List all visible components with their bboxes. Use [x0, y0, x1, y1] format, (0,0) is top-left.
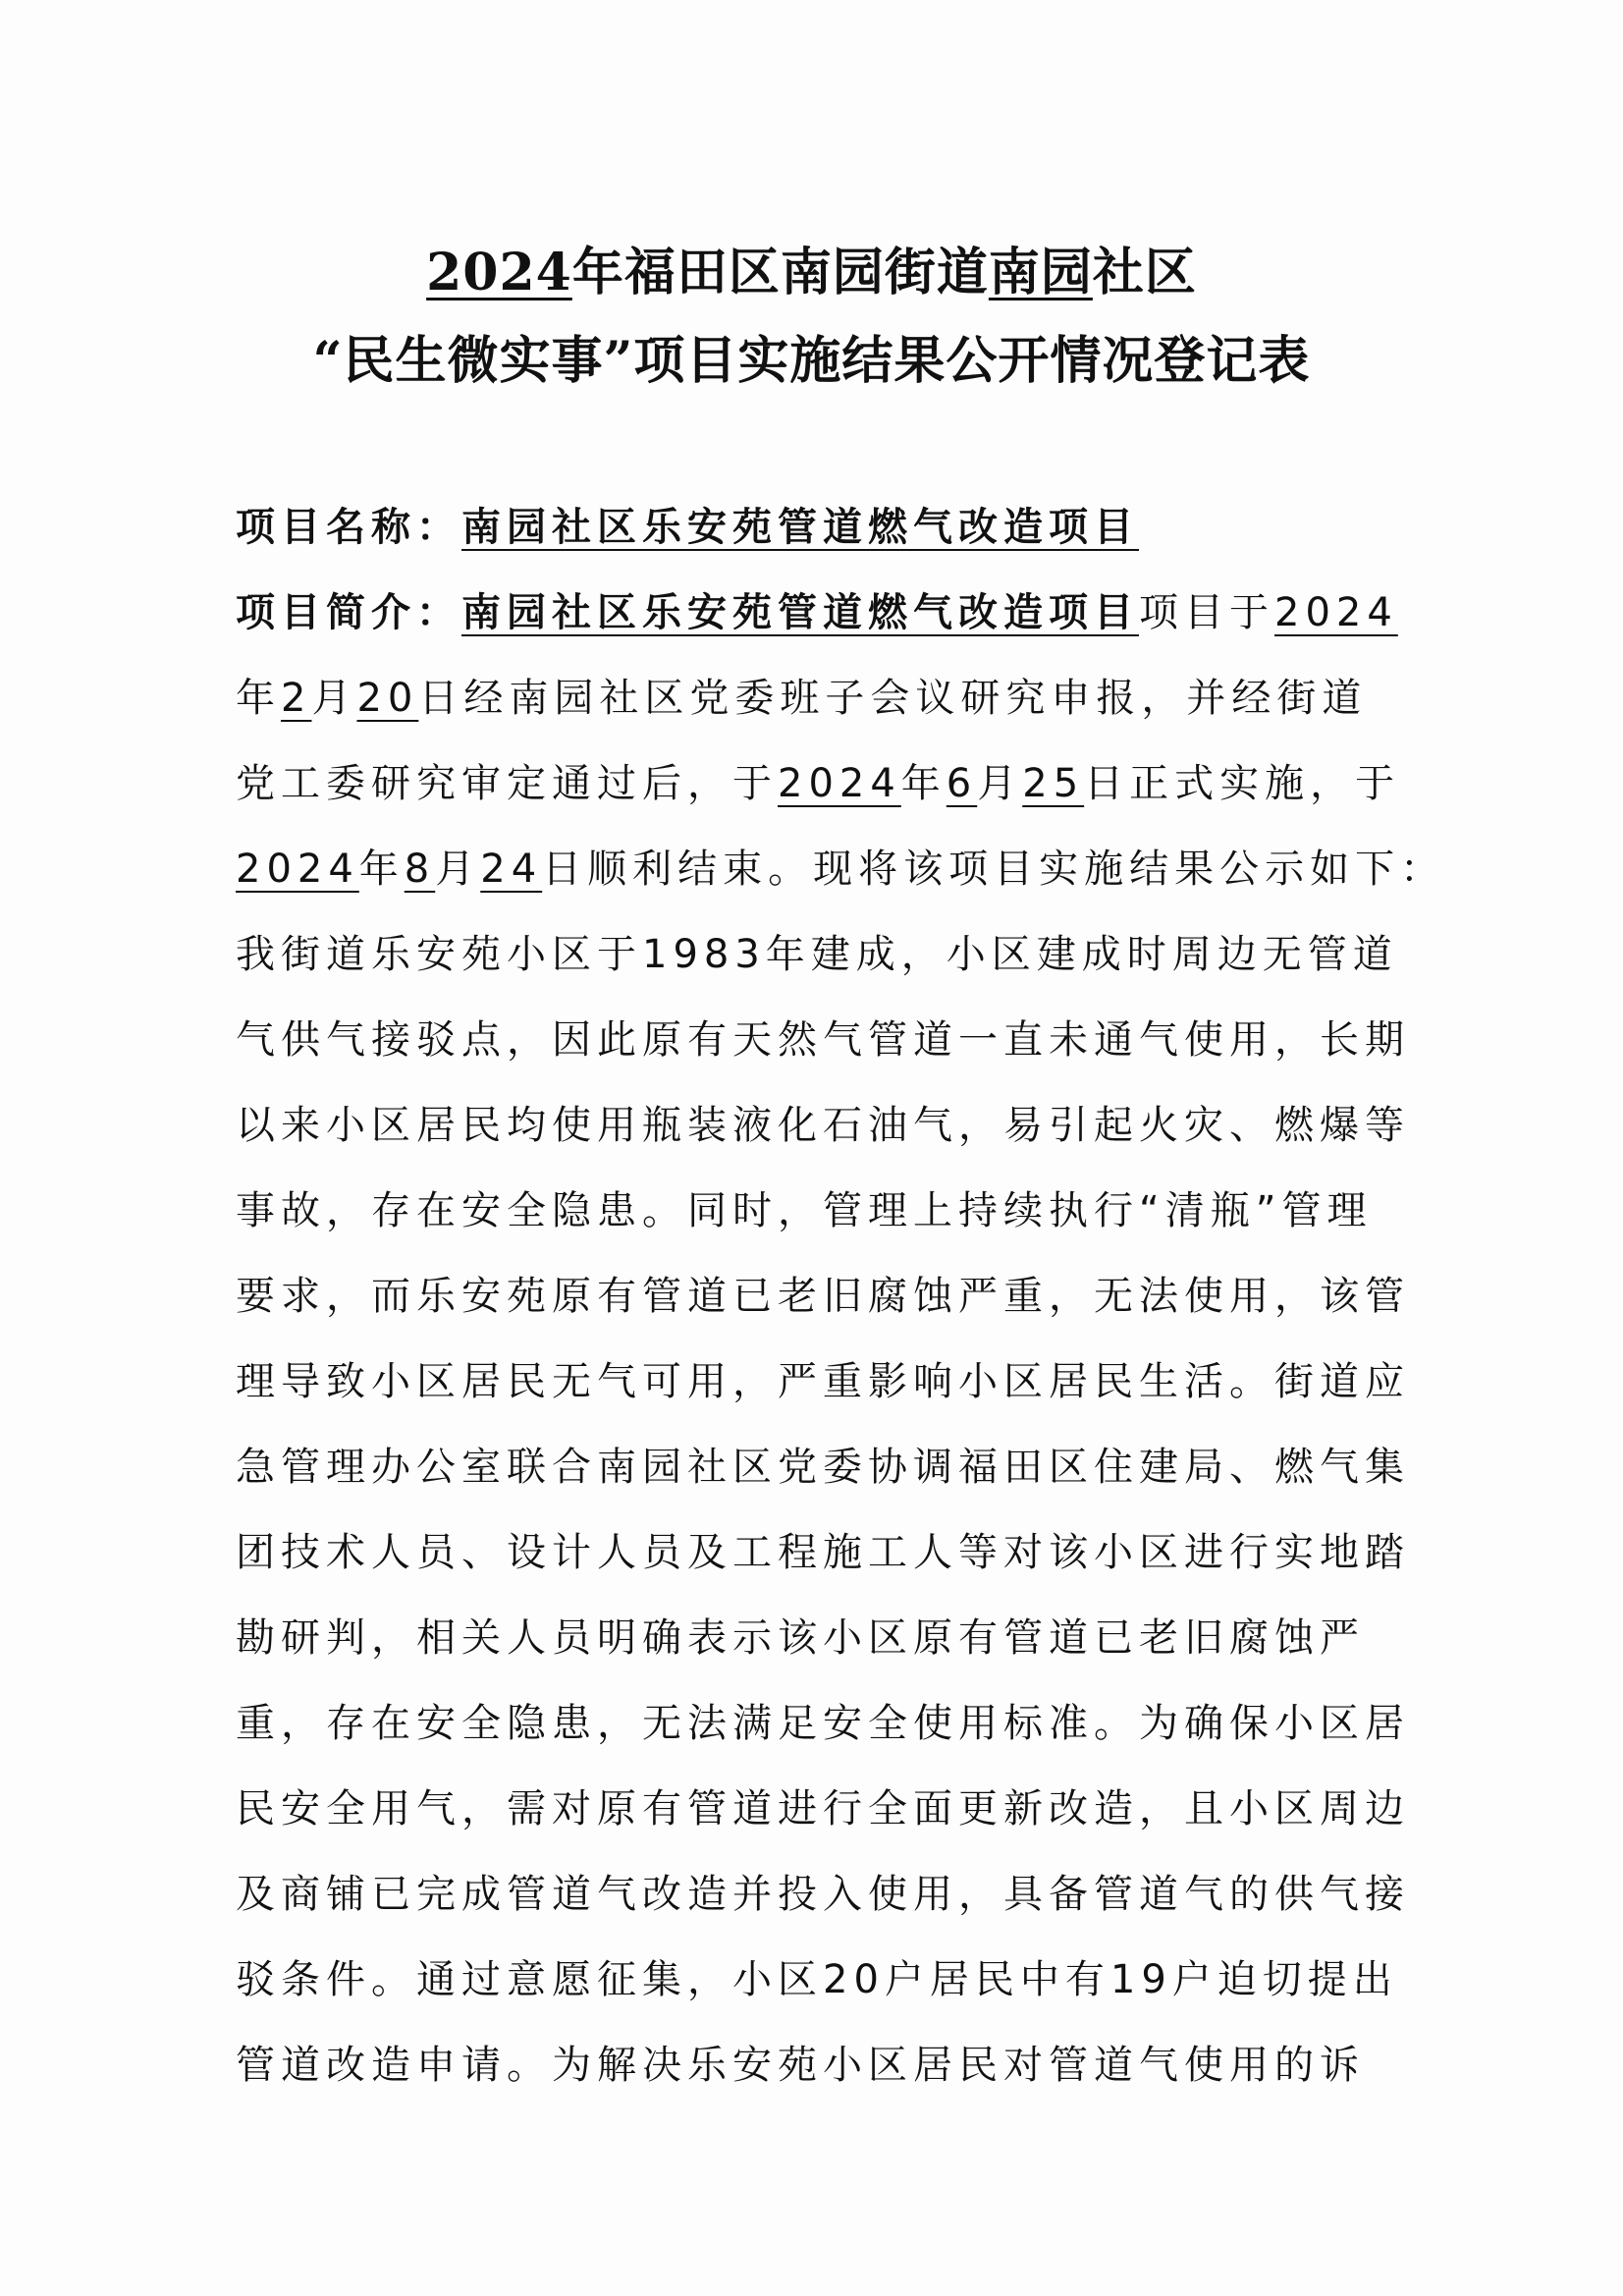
project-intro-row	[236, 581, 1398, 637]
body-line: 民安全用气，需对原有管道进行全面更新改造，且小区周边	[236, 1786, 1410, 1831]
title-line-1	[0, 231, 1623, 304]
intro-text: 月	[311, 676, 357, 721]
start-day: 25	[1022, 761, 1085, 806]
intro-text: 月	[977, 761, 1023, 806]
intro-text: 日经南园社区党委班子会议研究申报，并经街道	[418, 676, 1368, 721]
intro-text: 日正式实施，于	[1084, 761, 1401, 806]
end-year: 2024	[236, 847, 359, 892]
intro-text: 年	[900, 761, 947, 806]
project-intro-name: 南园社区乐安苑管道燃气改造项目	[461, 590, 1139, 635]
body-line: 重，存在安全隐患，无法满足安全使用标准。为确保小区居	[236, 1701, 1410, 1746]
intro-line-2	[236, 667, 1367, 723]
body-line: 我街道乐安苑小区于1983年建成，小区建成时周边无管道	[236, 932, 1398, 977]
body-line: 理导致小区居民无气可用，严重影响小区居民生活。街道应	[236, 1359, 1410, 1404]
title-year: 2024	[426, 243, 572, 302]
body-line: 及商铺已完成管道气改造并投入使用，具备管道气的供气接	[236, 1872, 1410, 1917]
title-community: 南园	[988, 243, 1093, 302]
intro-line-4	[236, 838, 1445, 894]
project-intro-label: 项目简介：	[236, 590, 461, 635]
body-line: 以来小区居民均使用瓶装液化石油气，易引起火灾、燃爆等	[236, 1103, 1410, 1148]
end-month: 8	[404, 847, 436, 892]
start-month: 6	[946, 761, 978, 806]
intro-text: 项目于	[1139, 590, 1274, 635]
intro-text: 党工委研究审定通过后，于	[236, 761, 778, 806]
project-name-label: 项目名称：	[236, 505, 461, 550]
project-name-row	[236, 496, 1139, 552]
start-year: 2024	[778, 761, 901, 806]
title-mid: 年福田区南园街道	[571, 243, 989, 302]
intro-day: 20	[356, 676, 419, 721]
title-line-2: “民生微实事”项目实施结果公开情况登记表	[312, 331, 1311, 391]
body-line: 驳条件。通过意愿征集，小区20户居民中有19户迫切提出	[236, 1957, 1398, 2002]
title-suffix: 社区	[1092, 243, 1197, 302]
body-line: 事故，存在安全隐患。同时，管理上持续执行“清瓶”管理	[236, 1188, 1373, 1233]
intro-year: 2024	[1274, 590, 1398, 635]
intro-text: 月	[435, 847, 481, 892]
body-line: 勘研判，相关人员明确表示该小区原有管道已老旧腐蚀严	[236, 1615, 1365, 1661]
intro-text: 日顺利结束。现将该项目实施结果公示如下：	[542, 847, 1446, 892]
body-line: 要求，而乐安苑原有管道已老旧腐蚀严重，无法使用，该管	[236, 1274, 1410, 1319]
body-line: 团技术人员、设计人员及工程施工人等对该小区进行实地踏	[236, 1530, 1410, 1575]
intro-text: 年	[236, 676, 281, 721]
intro-text: 年	[358, 847, 405, 892]
end-day: 24	[480, 847, 543, 892]
intro-line-3	[236, 752, 1400, 808]
body-line: 气供气接驳点，因此原有天然气管道一直未通气使用，长期	[236, 1017, 1410, 1063]
project-name-value: 南园社区乐安苑管道燃气改造项目	[461, 505, 1139, 550]
intro-month: 2	[281, 676, 312, 721]
body-line: 急管理办公室联合南园社区党委协调福田区住建局、燃气集	[236, 1445, 1410, 1490]
body-line: 管道改造申请。为解决乐安苑小区居民对管道气使用的诉	[236, 2043, 1365, 2088]
